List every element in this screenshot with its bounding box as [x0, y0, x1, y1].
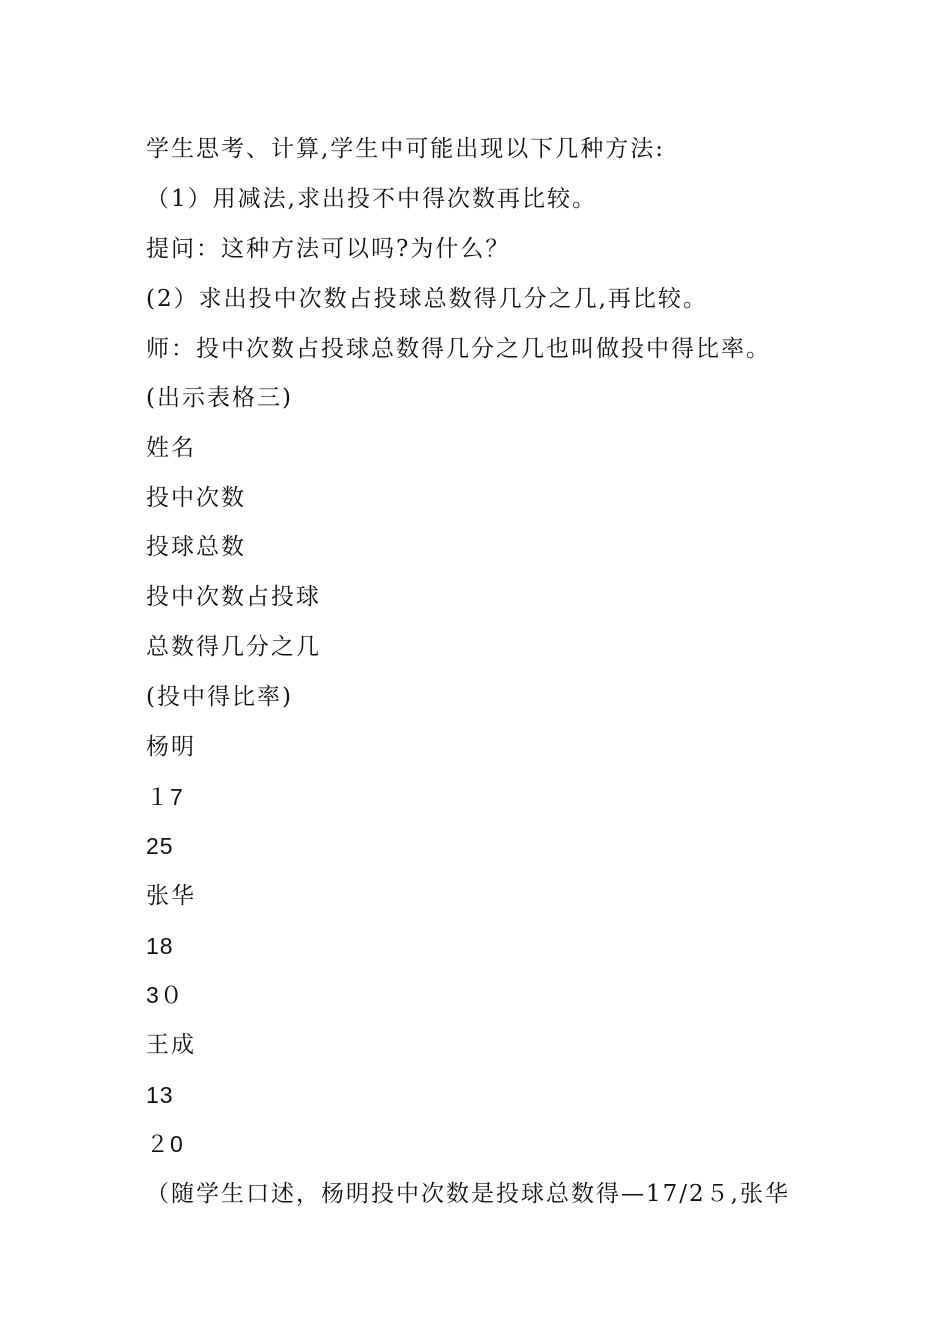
table-cell: 杨明	[146, 734, 196, 760]
text-line: (出示表格三)	[146, 385, 293, 411]
table-cell: 25	[146, 833, 174, 859]
table-cell-header: 总数得几分之几	[146, 634, 321, 660]
text-line: （1）用减法,求出投不中得次数再比较。	[146, 186, 597, 212]
table-cell-header: 姓名	[146, 435, 196, 461]
table-cell: 3０	[146, 982, 184, 1008]
text-line: 提问：这种方法可以吗?为什么？	[146, 236, 511, 262]
text-line: 学生思考、计算,学生中可能出现以下几种方法:	[146, 136, 666, 162]
text-line: （随学生口述，杨明投中次数是投球总数得—17/2５,张华	[146, 1181, 790, 1207]
table-cell: 王成	[146, 1032, 196, 1058]
text-line: (2）求出投中次数占投球总数得几分之几,再比较。	[146, 286, 708, 312]
table-cell: ２0	[146, 1131, 184, 1157]
table-cell-header: 投球总数	[146, 534, 246, 560]
table-cell: 13	[146, 1082, 174, 1108]
table-cell-header: 投中次数	[146, 485, 246, 511]
table-cell: 张华	[146, 883, 196, 909]
text-line: 师：投中次数占投球总数得几分之几也叫做投中得比率。	[146, 336, 771, 362]
table-cell: 18	[146, 933, 174, 959]
table-cell-header: 投中次数占投球	[146, 584, 321, 610]
table-cell: １7	[146, 784, 184, 810]
table-cell-header: (投中得比率)	[146, 684, 293, 710]
